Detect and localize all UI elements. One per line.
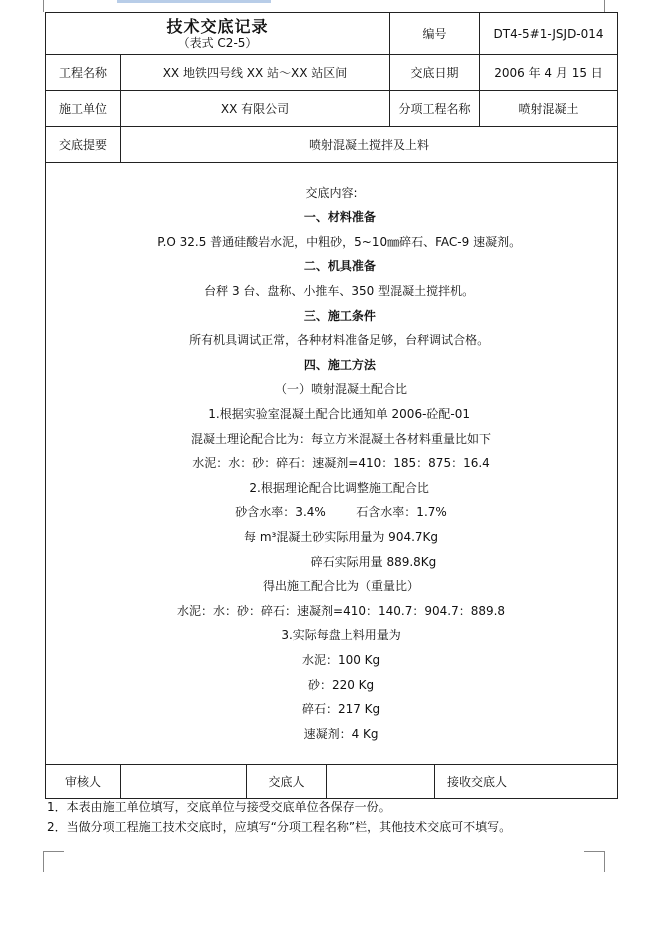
crop-mark-bottom-right	[584, 851, 605, 872]
content-line: 混凝土理论配合比为：每立方米混凝土各材料重量比如下	[171, 431, 492, 446]
content-line: 碎石实际用量 889.8Kg	[226, 554, 437, 569]
unit-value: XX 有限公司	[121, 91, 390, 127]
reviewer-label: 审核人	[46, 765, 121, 799]
project-label: 工程名称	[46, 55, 121, 91]
content-line: 2.根据理论配合比调整施工配合比	[234, 480, 429, 495]
disclosure-content	[46, 163, 618, 765]
date-label: 交底日期	[390, 55, 480, 91]
content-row	[46, 163, 618, 765]
discloser-signature[interactable]	[327, 765, 435, 799]
unit-label: 施工单位	[46, 91, 121, 127]
number-label: 编号	[390, 13, 480, 55]
section-heading: 一、材料准备	[287, 210, 376, 225]
section-heading: 三、施工条件	[287, 308, 376, 323]
summary-value: 喷射混凝土搅拌及上料	[121, 127, 618, 163]
form-title-cell	[46, 13, 390, 55]
content-line: 水泥：水：砂：碎石：速凝剂=410：185：875：16.4	[173, 456, 490, 471]
content-line: （一）喷射混凝土配合比	[255, 382, 408, 397]
crop-mark-top-right	[604, 0, 605, 12]
summary-row	[46, 127, 618, 163]
section-heading: 四、施工方法	[287, 357, 376, 372]
content-line: 3.实际每盘上料用量为	[262, 628, 401, 643]
receiver-label: 接收交底人	[447, 775, 508, 789]
technical-disclosure-form	[45, 12, 618, 799]
content-line: 速凝剂：4 Kg	[284, 726, 379, 741]
content-line: 每 m³混凝土砂实际用量为 904.7Kg	[224, 529, 439, 544]
content-line: 砂：220 Kg	[288, 677, 375, 692]
footnote-1: 1．本表由施工单位填写，交底单位与接受交底单位各保存一份。	[47, 800, 391, 814]
section-heading: 二、机具准备	[287, 259, 376, 274]
content-heading: 交底内容:	[305, 185, 358, 200]
footnote-2: 2．当做分项工程施工技术交底时，应填写“分项工程名称”栏，其他技术交底可不填写。	[47, 820, 512, 834]
content-line: P.O 32.5 普通硅酸岩水泥，中粗砂，5~10㎜碎石、FAC-9 速凝剂。	[141, 234, 522, 249]
footnotes	[47, 797, 627, 837]
form-title: 技术交底记录	[166, 16, 269, 36]
signature-row	[46, 765, 618, 799]
content-line: 所有机具调试正常，各种材料准备足够，台秤调试合格。	[173, 333, 490, 348]
content-line: 台秤 3 台、盘称、小推车、350 型混凝土搅拌机。	[188, 284, 475, 299]
title-row	[46, 13, 618, 55]
receiver-cell	[435, 765, 618, 799]
project-value: XX 地铁四号线 XX 站～XX 站区间	[121, 55, 390, 91]
project-row	[46, 55, 618, 91]
subproject-label: 分项工程名称	[390, 91, 480, 127]
summary-label: 交底提要	[46, 127, 121, 163]
unit-row	[46, 91, 618, 127]
selection-highlight	[117, 0, 271, 3]
crop-mark-top-left	[43, 0, 44, 12]
crop-mark-bottom-left	[43, 851, 64, 872]
subproject-value: 喷射混凝土	[480, 91, 618, 127]
content-line: 水泥：水：砂：碎石：速凝剂=410：140.7：904.7：889.8	[157, 603, 506, 618]
number-value: DT4-5#1-JSJD-014	[480, 13, 618, 55]
content-line: 水泥：100 Kg	[282, 652, 381, 667]
content-line: 得出施工配合比为（重量比）	[243, 579, 420, 594]
date-value: 2006 年 4 月 15 日	[480, 55, 618, 91]
reviewer-signature[interactable]	[121, 765, 247, 799]
discloser-label: 交底人	[247, 765, 327, 799]
content-line: 1.根据实验室混凝土配合比通知单 2006-砼配-01	[193, 407, 471, 422]
form-subtitle: （表式 C2-5）	[177, 35, 258, 50]
content-line: 碎石：217 Kg	[282, 702, 381, 717]
content-line: 砂含水率：3.4% 石含水率：1.7%	[216, 505, 447, 520]
